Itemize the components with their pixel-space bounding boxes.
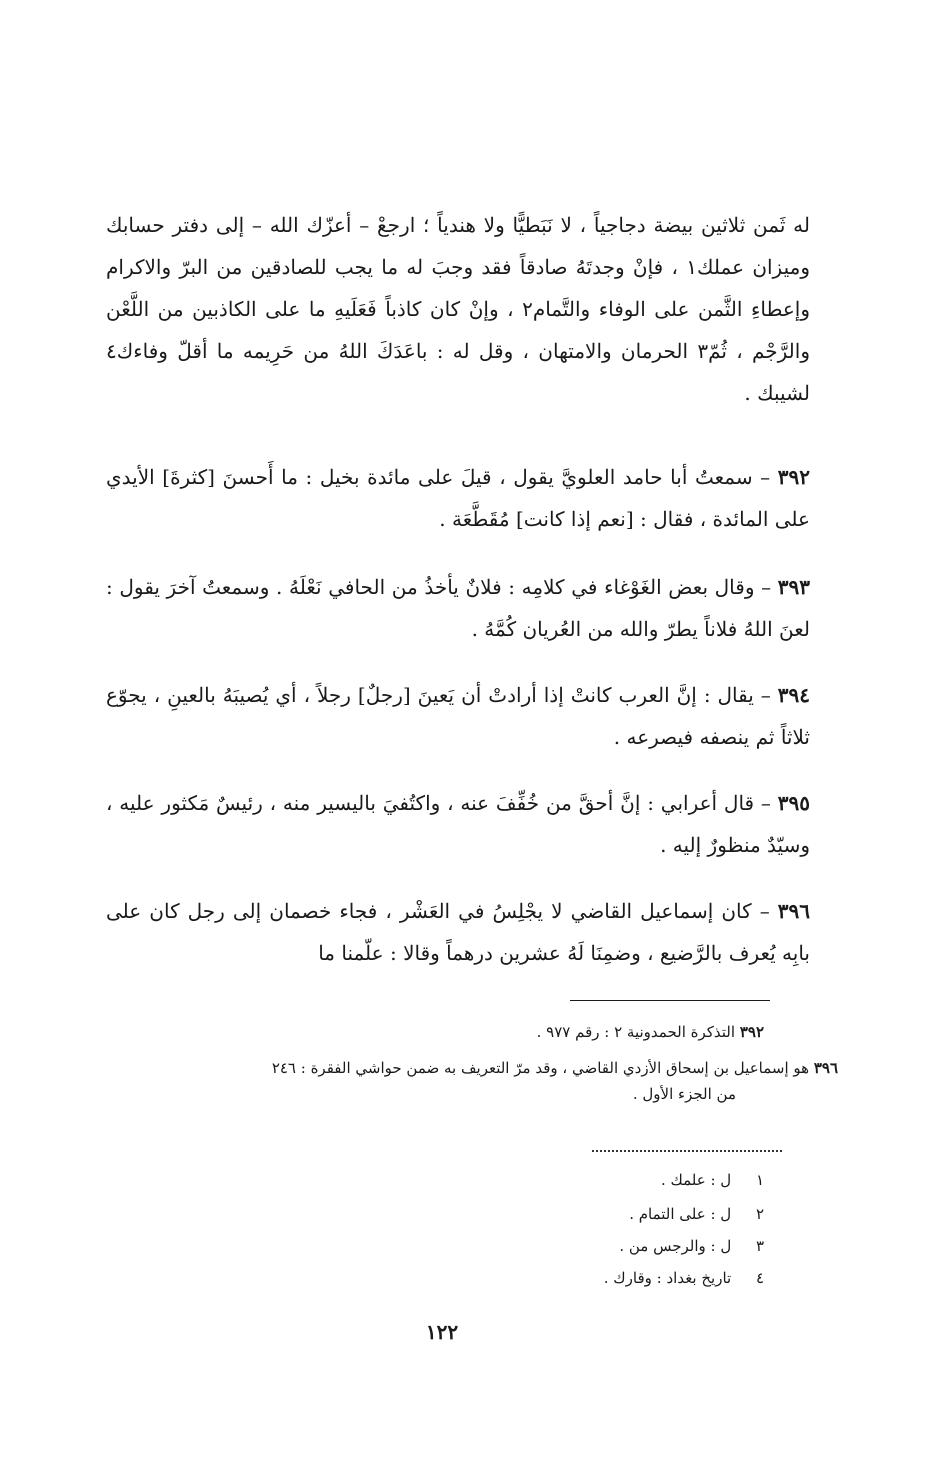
footnote-text: هو إسماعيل بن إسحاق الأزدي القاضي ، وقد مرّ التعريف به ضمن حواشي الفقرة : ٢٤٦ bbox=[271, 1059, 810, 1077]
variant-text: تاريخ بغداد : وقارك . bbox=[603, 1269, 732, 1287]
variant-note-1 bbox=[661, 1168, 764, 1192]
paragraph-396 bbox=[106, 890, 810, 974]
paragraph-number: ٣٩٤ bbox=[777, 683, 810, 707]
source-footnote-396-continuation bbox=[633, 1082, 736, 1106]
paragraph-number: ٣٩٣ bbox=[777, 575, 811, 599]
source-footnote-396 bbox=[272, 1056, 838, 1080]
page-number: ١٢٢ bbox=[425, 1320, 459, 1344]
paragraph-392 bbox=[106, 456, 810, 540]
variant-note-4 bbox=[604, 1266, 764, 1290]
paragraph-number: ٣٩٢ bbox=[777, 465, 810, 489]
paragraph-text: – كان إسماعيل القاضي لا يجْلِسُ في العَشْر ، فجاء خصمان إلى رجل كان على بابِه يُعرف بالرَّضيع ، وضمِنَا لَهُ عشرين درهماً وقالا : علّمنا ما bbox=[106, 899, 810, 965]
footnote-text: التذكرة الحمدونية ٢ : رقم ٩٧٧ . bbox=[536, 1023, 736, 1041]
variant-number: ٣ bbox=[755, 1237, 764, 1255]
paragraph-text: – قال أعرابي : إنَّ أحقَّ من خُفِّفَ عنه ، واكتُفيَ باليسير منه ، رئيسٌ مَكثور عليه ، وسيّدٌ منظورٌ إليه . bbox=[106, 791, 810, 857]
paragraph-number: ٣٩٦ bbox=[777, 899, 810, 923]
variant-number: ١ bbox=[755, 1171, 764, 1189]
variant-text: ل : علمك . bbox=[660, 1171, 732, 1189]
variants-separator bbox=[592, 1150, 782, 1152]
footnote-separator bbox=[570, 1000, 770, 1001]
footnote-text: من الجزء الأول . bbox=[632, 1085, 736, 1103]
variant-text: ل : والرجس من . bbox=[619, 1237, 732, 1255]
variant-number: ٢ bbox=[755, 1205, 764, 1223]
paragraph-393 bbox=[106, 566, 810, 650]
paragraph-text: – سمعتُ أبا حامد العلويَّ يقول ، قيلَ على مائدة بخيل : ما أَحسنَ [كثرةَ] الأيدي على المائدة ، فقال : [نعم إذا كانت] مُقَطَّعَة . bbox=[106, 465, 810, 531]
paragraph-text: له ثَمن ثلاثين بيضة دجاجياً ، لا نَبَطيًّا ولا هندياً ؛ ارجعْ – أعزّك الله – إلى دفتر حسابك وميزان عملك١ ، فإنْ وجدتَهُ صادقاً فقد وجبَ له ما يجب للصادقين من البرّ والاكرام وإعطاءِ الثَّمن على الوفاء والتَّمام٢ ، وإنْ كان كاذباً فَعَلَيهِ ما على الكاذبين من اللَّعْن والرَّجْم ، ثُمّ٣ الحرمان والامتهان ، وقل له : باعَدَكَ اللهُ من حَرِيمه ما أقلّ وفاءك٤ لشيبك . bbox=[106, 213, 811, 405]
paragraph-text: – يقال : إنَّ العرب كانتْ إذا أرادتْ أن يَعينَ [رجلٌ] رجلاً ، أي يُصيبَهُ بالعينِ ، يجوّع ثلاثاً ثم ينصفه فيصرعه . bbox=[106, 683, 810, 749]
variant-number: ٤ bbox=[755, 1269, 764, 1287]
footnote-number: ٣٩٦ bbox=[813, 1059, 838, 1077]
variant-text: ل : على التمام . bbox=[629, 1205, 732, 1223]
paragraph-number: ٣٩٥ bbox=[777, 791, 810, 815]
variant-note-3 bbox=[619, 1234, 764, 1258]
footnote-number: ٣٩٢ bbox=[739, 1023, 764, 1041]
paragraph-395 bbox=[106, 782, 810, 866]
paragraph-394 bbox=[106, 674, 810, 758]
paragraph-text: – وقال بعض الغَوْغاء في كلامِه : فلانٌ يأخذُ من الحافي نَعْلَهُ . وسمعتُ آخرَ يقول : لعنَ اللهُ فلاناً يطرّ والله من العُريان كُمَّهُ . bbox=[106, 575, 810, 641]
variant-note-2 bbox=[629, 1202, 764, 1226]
paragraph-continuation bbox=[106, 204, 810, 414]
source-footnote-392 bbox=[537, 1020, 764, 1044]
